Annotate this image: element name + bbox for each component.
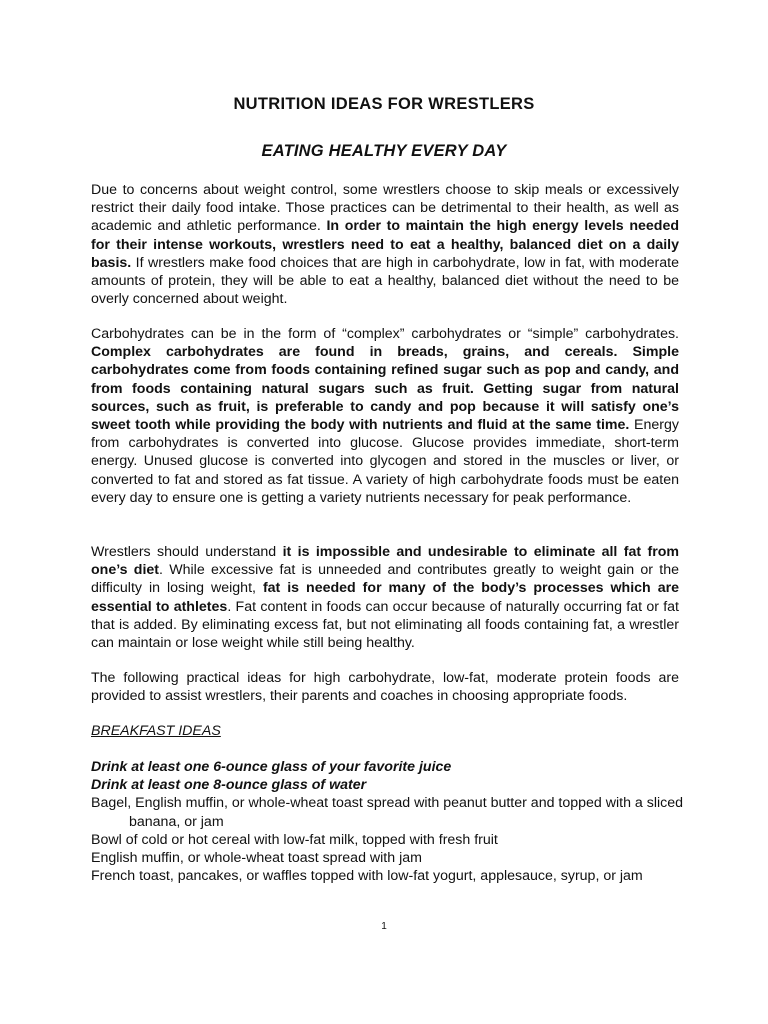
paragraph-bold-text: Complex carbohydrates are found in breads, grains, and cereals. Simple carbohydrates come from foods containing refined sugar such as pop and candy, and from foods containing natural sugars such as fruit. Getting sugar from natural sources, such as fruit, is preferable to candy and pop because it will satisfy one’s sweet tooth while providing the body with nutrients and fluid at the same time.	[91, 344, 679, 434]
list-item: Drink at least one 6-ounce glass of your favorite juice	[91, 759, 452, 775]
page-number: 1	[381, 921, 387, 932]
document-subtitle: EATING HEALTHY EVERY DAY	[261, 142, 507, 160]
breakfast-ideas-heading: BREAKFAST IDEAS	[91, 723, 221, 739]
paragraph-fat	[91, 543, 679, 652]
paragraph-text: The following practical ideas for high carbohydrate, low-fat, moderate protein foods are provided to assist wrestlers, their parents and coaches in choosing appropriate foods.	[91, 670, 679, 705]
paragraph-bold-text: In order to maintain the high energy levels needed for their intense workouts, wrestlers need to eat a healthy, balanced diet on a daily basis.	[91, 218, 679, 271]
paragraph-bold-text: it is impossible and undesirable to eliminate all fat from one’s diet	[91, 544, 679, 579]
paragraph-text: Carbohydrates can be in the form of “complex” carbohydrates or “simple” carbohydrates.	[91, 326, 679, 342]
paragraph-practical-ideas	[91, 669, 679, 705]
paragraph-text: . While excessive fat is unneeded and contributes greatly to weight gain or the difficulty in losing weight,	[91, 562, 679, 597]
paragraph-text: If wrestlers make food choices that are high in carbohydrate, low in fat, with moderate amounts of protein, they will be able to eat a healthy, balanced diet without the need to be overly concerned about weight.	[91, 254, 679, 308]
list-item: Bowl of cold or hot cereal with low-fat milk, topped with fresh fruit	[91, 831, 498, 848]
list-item: French toast, pancakes, or waffles topped with low-fat yogurt, applesauce, syrup, or jam	[91, 868, 643, 885]
list-item: English muffin, or whole-wheat toast spread with jam	[91, 850, 422, 867]
paragraph-text: Due to concerns about weight control, some wrestlers choose to skip meals or excessively restrict their daily food intake. Those practices can be detrimental to their health, as well as academic and athletic performance.	[91, 182, 679, 235]
paragraph-text: Wrestlers should understand	[91, 544, 283, 560]
list-item: Bagel, English muffin, or whole-wheat toast spread with peanut butter and topped with a sliced banana, or jam	[91, 795, 684, 830]
document-title: NUTRITION IDEAS FOR WRESTLERS	[233, 95, 535, 113]
paragraph-carbohydrates	[91, 325, 679, 507]
paragraph-text: Energy from carbohydrates is converted into glucose. Glucose provides immediate, short-term energy. Unused glucose is converted into glycogen and stored in the muscles or liver, or converted to fat and stored as fat tissue. A variety of high carbohydrate foods must be eaten every day to ensure one is getting a variety nutrients necessary for peak performance.	[91, 417, 679, 506]
list-item: Drink at least one 8-ounce glass of water	[91, 777, 367, 794]
paragraph-text: . Fat content in foods can occur because of naturally occurring fat or fat that is added. By eliminating excess fat, but not eliminating all foods containing fat, a wrestler can maintain or lose weight while still being healthy.	[91, 598, 679, 652]
paragraph-intro	[91, 181, 679, 308]
paragraph-bold-text: fat is needed for many of the body’s processes which are essential to athletes	[91, 580, 679, 615]
breakfast-list	[91, 758, 691, 885]
